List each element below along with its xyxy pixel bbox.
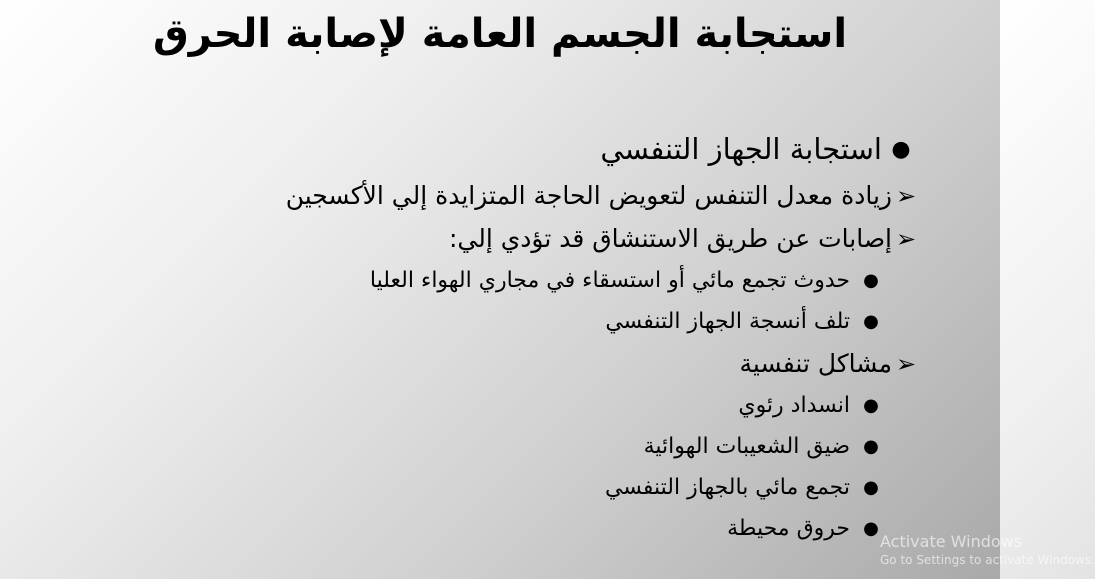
list-item (120, 301, 920, 342)
list-item (120, 467, 920, 508)
bullet-dot-icon: ● (863, 270, 879, 291)
sub-bullet-2 (120, 217, 920, 260)
sub-bullet-3 (120, 342, 920, 385)
sub-bullet-1-text: زيادة معدل التنفس لتعويض الحاجة المتزايدة إلي الأكسجين (285, 181, 892, 210)
bullet-dot-icon: ● (863, 311, 879, 332)
list-item (120, 385, 920, 426)
arrow-bullet-icon: ➢ (895, 349, 917, 378)
bullet-main-text: استجابة الجهاز التنفسي (600, 132, 882, 166)
bullet-dot-icon: ● (863, 436, 879, 457)
sub-bullet-1 (120, 174, 920, 217)
list-item-text: تلف أنسجة الجهاز التنفسي (605, 309, 850, 334)
sub-bullet-3-text: مشاكل تنفسية (739, 349, 892, 378)
bullet-dot-icon: ● (863, 518, 879, 539)
sub-bullet-2-text: إصابات عن طريق الاستنشاق قد تؤدي إلي: (448, 224, 892, 253)
arrow-bullet-icon: ➢ (895, 224, 917, 253)
list-item-text: حروق محيطة (727, 516, 850, 541)
list-item-text: انسداد رئوي (738, 393, 850, 418)
bullet-main (120, 124, 920, 174)
list-item (120, 426, 920, 467)
watermark-subtitle: Go to Settings to activate Windows. (880, 553, 1095, 567)
list-item-text: ضيق الشعيبات الهوائية (643, 434, 850, 459)
bullet-list (120, 124, 920, 549)
bullet-dot-icon: ● (863, 477, 879, 498)
slide-title: استجابة الجسم العامة لإصابة الحرق (152, 11, 848, 57)
bullet-dot-icon: ● (863, 395, 879, 416)
watermark-title: Activate Windows (880, 532, 1023, 551)
list-item (120, 260, 920, 301)
activation-watermark (880, 532, 1095, 567)
list-item-text: تجمع مائي بالجهاز التنفسي (604, 475, 850, 500)
bullet-dot-icon: ● (891, 136, 911, 162)
list-item-text: حدوث تجمع مائي أو استسقاء في مجاري الهواء العليا (369, 268, 850, 293)
list-item (120, 508, 920, 549)
arrow-bullet-icon: ➢ (895, 181, 917, 210)
